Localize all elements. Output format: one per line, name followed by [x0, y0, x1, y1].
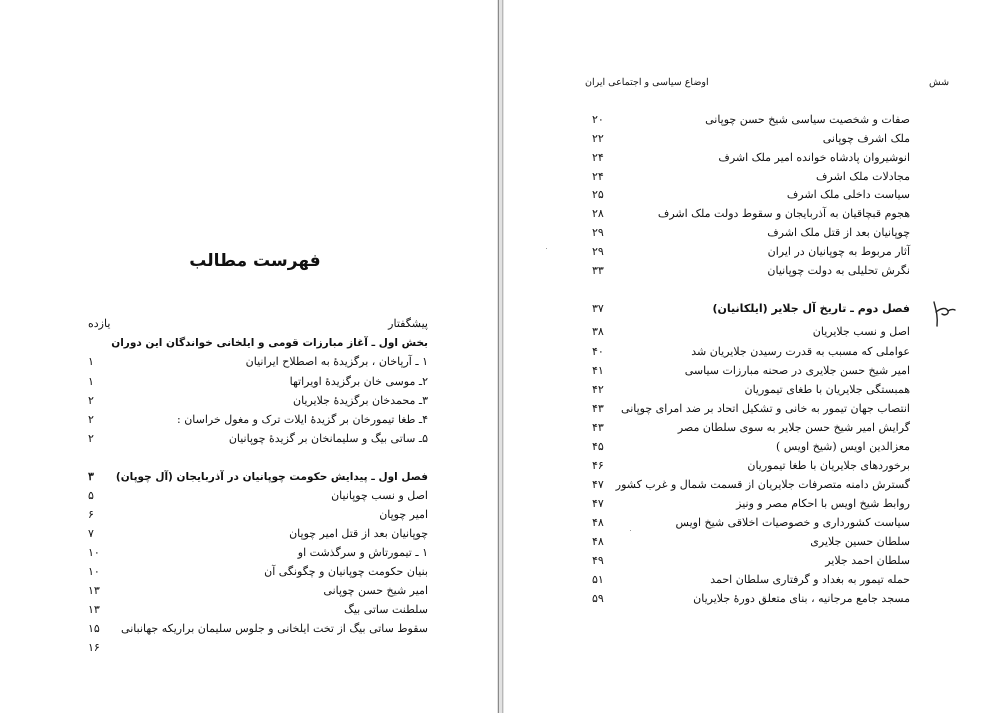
toc-entry	[592, 590, 910, 608]
entry-title: معزالدین اویس (شیخ اویس )	[776, 440, 910, 453]
toc-entry	[592, 323, 910, 341]
toc-entry	[88, 544, 428, 562]
entry-title: پیشگفتار	[388, 317, 428, 330]
toc-entry	[88, 392, 428, 410]
entry-page: ۵	[88, 489, 94, 502]
entry-page: ۲	[88, 432, 94, 445]
toc-entry	[592, 111, 910, 129]
toc-entry	[592, 149, 910, 167]
entry-page: ۱	[88, 375, 94, 388]
entry-title: سلطنت ساتی بیگ	[343, 603, 428, 616]
running-title: اوضاع سیاسی و اجتماعی ایران	[585, 77, 709, 88]
toc-entry	[592, 168, 910, 186]
entry-title: سیاست داخلی ملک اشرف	[786, 188, 910, 201]
toc-entry	[592, 186, 910, 204]
entry-page: ۳۸	[592, 325, 604, 338]
entry-page: ۴۳	[592, 421, 604, 434]
entry-page: ۱	[88, 355, 94, 368]
entry-title: انتصاب جهان تیمور به خانی و تشکیل اتحاد بر ضد امرای چوپانی	[621, 402, 910, 415]
entry-title: گرایش امیر شیخ حسن جلایر به سوی سلطان مصر	[677, 421, 910, 434]
entry-title: صفات و شخصیت سیاسی شیخ حسن چوپانی	[705, 113, 910, 126]
toc-entry	[592, 262, 910, 280]
entry-title: ملک اشرف چوپانی	[822, 132, 910, 145]
toc-entry	[88, 620, 428, 638]
toc-entry	[88, 468, 428, 486]
entry-page: ۲	[88, 394, 94, 407]
toc-entry	[88, 315, 428, 333]
toc-entry	[88, 487, 428, 505]
entry-title: چوپانیان بعد از قتل ملک اشرف	[767, 226, 910, 239]
toc-entry	[88, 430, 428, 448]
toc-entry	[592, 419, 910, 437]
toc-entry	[88, 373, 428, 391]
left-page	[0, 0, 497, 713]
entry-page: ۱۶	[88, 641, 100, 654]
entry-page: ۲	[88, 413, 94, 426]
entry-page: ۵۹	[592, 592, 604, 605]
entry-title: مجادلات ملک اشرف	[816, 170, 910, 183]
toc-entry	[592, 130, 910, 148]
entry-title: فصل اول ـ پیدایش حکومت چوپانیان در آذربایجان (آل چوپان)	[115, 471, 428, 483]
toc-entry	[592, 552, 910, 570]
entry-page: ۴۵	[592, 440, 604, 453]
entry-title: هجوم قبچاقیان به آذربایجان و سقوط دولت ملک اشرف	[657, 207, 910, 220]
entry-title: ۳ـ محمدخان برگزیدۀ جلایریان	[292, 394, 428, 407]
toc-entry	[592, 243, 910, 261]
entry-page: ۲۲	[592, 132, 604, 145]
entry-page: ۲۴	[592, 170, 604, 183]
entry-page: ۲۴	[592, 151, 604, 164]
entry-title: سیاست کشورداری و خصوصیات اخلاقی شیخ اویس	[675, 516, 910, 529]
entry-page: ۱۵	[88, 622, 100, 635]
toc-title: فهرست مطالب	[189, 251, 321, 271]
entry-title: سلطان احمد جلایر	[825, 554, 910, 567]
entry-title: بنیان حکومت چوپانیان و چگونگی آن	[264, 565, 428, 578]
entry-title: سلطان حسین جلایری	[810, 535, 910, 548]
toc-entry	[88, 525, 428, 543]
entry-title: عواملی که مسبب به قدرت رسیدن جلایریان شد	[691, 345, 910, 358]
toc-entry	[592, 571, 910, 589]
entry-page: ۴۳	[592, 402, 604, 415]
entry-page: ۱۰	[88, 546, 100, 559]
toc-entry	[88, 411, 428, 429]
entry-title: بخش اول ـ آغاز مبارزات قومی و ایلخانی خواندگان این دوران	[111, 337, 428, 349]
entry-page: ۲۸	[592, 207, 604, 220]
entry-page: ۱۳	[88, 603, 100, 616]
toc-entry	[592, 224, 910, 242]
entry-title: امیر شیخ حسن جلایری در صحنه مبارزات سیاسی	[684, 364, 910, 377]
entry-title: امیر شیخ حسن چوپانی	[323, 584, 428, 597]
entry-title: انوشیروان پادشاه خوانده امیر ملک اشرف	[718, 151, 910, 164]
entry-title: نگرش تحلیلی به دولت چوپانیان	[767, 264, 910, 277]
toc-entry	[592, 457, 910, 475]
entry-title: ۵ـ ساتی بیگ و سلیمانخان بر گزیدۀ چوپانیان	[228, 432, 428, 445]
toc-entry	[592, 476, 910, 494]
entry-page: ۴۸	[592, 516, 604, 529]
entry-page: ۲۰	[592, 113, 604, 126]
toc-entry	[592, 343, 910, 361]
entry-title: امیر چوپان	[379, 508, 428, 521]
entry-page: ۲۵	[592, 188, 604, 201]
right-page	[504, 0, 1001, 713]
entry-title: مسجد جامع مرجانیه ، بنای متعلق دورۀ جلایریان	[693, 592, 910, 605]
entry-title: ۱ ـ آرپاخان ، برگزیدۀ به اصطلاح ایرانیان	[245, 355, 428, 368]
book-gutter	[497, 0, 504, 713]
paper-speck	[546, 248, 547, 249]
entry-page: ۴۱	[592, 364, 604, 377]
entry-title: سقوط ساتی بیگ از تخت ایلخانی و جلوس سلیمان براریکه جهانبانی	[121, 622, 428, 635]
entry-title: گسترش دامنه متصرفات جلایریان از قسمت شمال و غرب کشور	[615, 478, 910, 491]
entry-title: ۴ـ طغا تیمورخان بر گزیدۀ ایلات ترک و مغول خراسان :	[177, 413, 428, 426]
toc-entry	[592, 438, 910, 456]
entry-page: ۴۶	[592, 459, 604, 472]
toc-entry	[592, 533, 910, 551]
entry-title: فصل دوم ـ تاریخ آل جلایر (ایلکانیان)	[712, 302, 910, 315]
entry-page: ۴۷	[592, 497, 604, 510]
toc-entry	[88, 353, 428, 371]
entry-title: برخوردهای جلایریان با طغا تیموریان	[747, 459, 910, 472]
entry-page: ۳۳	[592, 264, 604, 277]
page-number: شش	[929, 77, 950, 88]
toc-entry	[88, 506, 428, 524]
entry-title: چوپانیان بعد از قتل امیر چوپان	[289, 527, 428, 540]
entry-page: ۳	[88, 470, 94, 483]
toc-entry	[592, 400, 910, 418]
entry-title: ۱ ـ تیمورتاش و سرگذشت او	[297, 546, 428, 559]
entry-page: ۵۱	[592, 573, 604, 586]
entry-page: ۶	[88, 508, 94, 521]
entry-page: ۴۷	[592, 478, 604, 491]
toc-entry	[592, 495, 910, 513]
entry-page: ۴۲	[592, 383, 604, 396]
toc-entry	[592, 514, 910, 532]
toc-entry	[88, 563, 428, 581]
entry-page: ۴۰	[592, 345, 604, 358]
entry-page: ۱۳	[88, 584, 100, 597]
entry-title: ۲ـ موسی خان برگزیدۀ اویراتها	[289, 375, 428, 388]
entry-title: اصل و نسب چوپانیان	[331, 489, 428, 502]
toc-entry	[592, 362, 910, 380]
toc-entry	[88, 582, 428, 600]
handwritten-mark	[932, 298, 956, 328]
entry-title: اصل و نسب جلایریان	[812, 325, 910, 338]
entry-title: همبستگی جلایریان با طغای تیموریان	[744, 383, 910, 396]
entry-page: ۱۰	[88, 565, 100, 578]
toc-entry	[88, 601, 428, 619]
toc-entry	[88, 334, 428, 352]
entry-title: آثار مربوط به چوپانیان در ایران	[767, 245, 910, 258]
toc-entry	[592, 381, 910, 399]
entry-page: ۴۸	[592, 535, 604, 548]
toc-entry	[88, 639, 428, 657]
entry-title: روابط شیخ اویس با احکام مصر و ونیز	[736, 497, 910, 510]
entry-page: ۷	[88, 527, 94, 540]
toc-entry	[592, 205, 910, 223]
entry-page: ۴۹	[592, 554, 604, 567]
toc-entry	[592, 300, 910, 318]
entry-title: حمله تیمور به بغداد و گرفتاری سلطان احمد	[710, 573, 910, 586]
entry-page: یازده	[88, 317, 111, 330]
entry-page: ۳۷	[592, 302, 604, 315]
entry-page: ۲۹	[592, 226, 604, 239]
entry-page: ۲۹	[592, 245, 604, 258]
